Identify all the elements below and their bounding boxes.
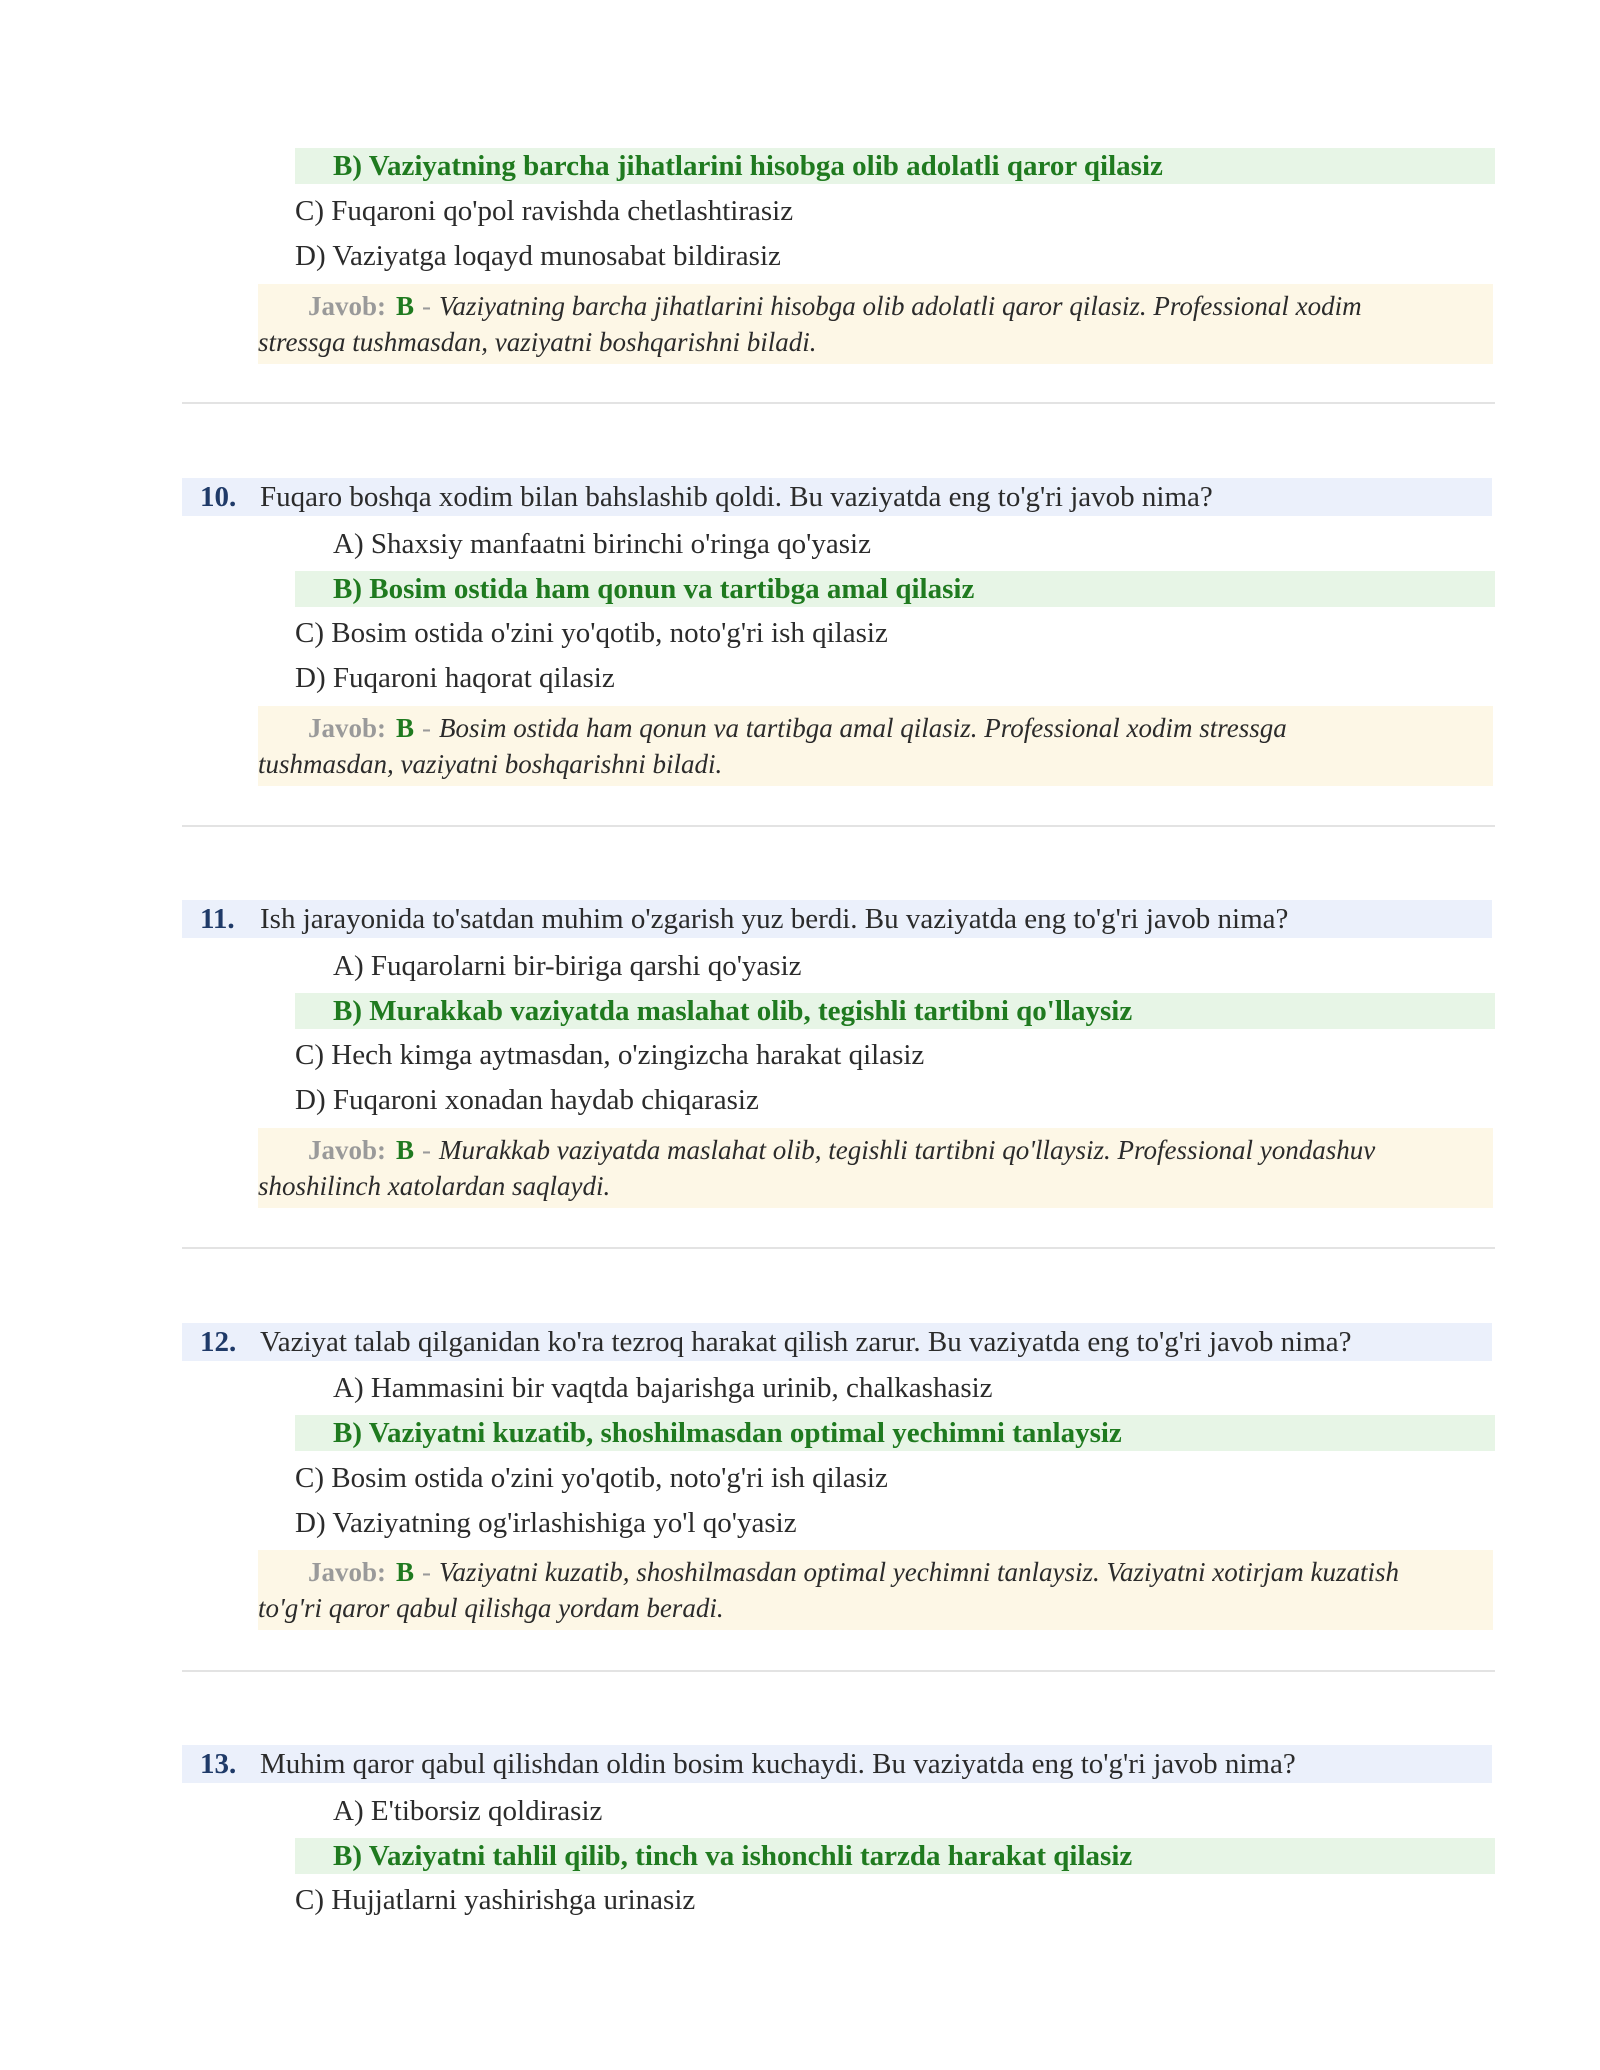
question-10 — [182, 478, 1492, 516]
answer-explanation: Bosim ostida ham qonun va tartibga amal qilasiz. Professional xodim stressga — [439, 713, 1287, 743]
q12-option-c: C) Bosim ostida o'zini yo'qotib, noto'g'ri ish qilasiz — [295, 1462, 888, 1494]
q9-option-b-correct: B) Vaziyatning barcha jihatlarini hisobga olib adolatli qaror qilasiz — [295, 148, 1495, 184]
question-12 — [182, 1323, 1492, 1361]
q12-option-b-correct: B) Vaziyatni kuzatib, shoshilmasdan optimal yechimni tanlaysiz — [295, 1415, 1495, 1451]
q11-option-a: A) Fuqarolarni bir-biriga qarshi qo'yasiz — [333, 950, 802, 982]
answer-explanation: Murakkab vaziyatda maslahat olib, tegishli tartibni qo'llaysiz. Professional yondashuv — [439, 1135, 1376, 1165]
answer-letter: B — [396, 713, 415, 743]
divider — [182, 1247, 1495, 1249]
answer-label: Javob: — [308, 291, 387, 321]
answer-explanation: Vaziyatni kuzatib, shoshilmasdan optimal yechimni tanlaysiz. Vaziyatni xotirjam kuzatish — [439, 1557, 1399, 1587]
q10-option-c: C) Bosim ostida o'zini yo'qotib, noto'g'ri ish qilasiz — [295, 617, 888, 649]
divider — [182, 1670, 1495, 1672]
question-13 — [182, 1745, 1492, 1783]
q11-option-d: D) Fuqaroni xonadan haydab chiqarasiz — [295, 1084, 759, 1116]
question-text: Ish jarayonida to'satdan muhim o'zgarish yuz berdi. Bu vaziyatda eng to'g'ri javob nima? — [260, 903, 1289, 935]
answer-letter: B — [396, 1557, 415, 1587]
q12-answer-box — [258, 1550, 1493, 1630]
question-text: Fuqaro boshqa xodim bilan bahslashib qoldi. Bu vaziyatda eng to'g'ri javob nima? — [260, 481, 1213, 513]
q10-answer-box — [258, 706, 1493, 786]
question-text: Vaziyat talab qilganidan ko'ra tezroq harakat qilish zarur. Bu vaziyatda eng to'g'ri javob nima? — [260, 1326, 1352, 1358]
q13-option-a: A) E'tiborsiz qoldirasiz — [333, 1795, 603, 1827]
question-number: 10. — [200, 481, 237, 513]
q9-option-d: D) Vaziyatga loqayd munosabat bildirasiz — [295, 240, 781, 272]
q11-option-c: C) Hech kimga aytmasdan, o'zingizcha harakat qilasiz — [295, 1039, 925, 1071]
q11-answer-box — [258, 1128, 1493, 1208]
answer-label: Javob: — [308, 713, 387, 743]
q13-option-b-correct: B) Vaziyatni tahlil qilib, tinch va ishonchli tarzda harakat qilasiz — [295, 1838, 1495, 1874]
question-number: 13. — [200, 1748, 237, 1780]
divider — [182, 402, 1495, 404]
q10-option-d: D) Fuqaroni haqorat qilasiz — [295, 662, 615, 694]
answer-dash: - — [422, 713, 432, 743]
question-text: Muhim qaror qabul qilishdan oldin bosim kuchaydi. Bu vaziyatda eng to'g'ri javob nima? — [260, 1748, 1296, 1780]
answer-dash: - — [422, 1135, 432, 1165]
q9-answer-box — [258, 284, 1493, 364]
answer-explanation-cont: shoshilinch xatolardan saqlaydi. — [258, 1171, 611, 1201]
answer-dash: - — [422, 1557, 432, 1587]
question-11 — [182, 900, 1492, 938]
answer-explanation-cont: to'g'ri qaror qabul qilishga yordam beradi. — [258, 1593, 724, 1623]
question-number: 12. — [200, 1326, 237, 1358]
answer-explanation: Vaziyatning barcha jihatlarini hisobga olib adolatli qaror qilasiz. Professional xodim — [439, 291, 1362, 321]
divider — [182, 825, 1495, 827]
q10-option-a: A) Shaxsiy manfaatni birinchi o'ringa qo'yasiz — [333, 528, 871, 560]
q9-option-c: C) Fuqaroni qo'pol ravishda chetlashtirasiz — [295, 195, 794, 227]
question-number: 11. — [200, 903, 235, 935]
answer-dash: - — [422, 291, 432, 321]
answer-label: Javob: — [308, 1135, 387, 1165]
answer-letter: B — [396, 291, 415, 321]
q11-option-b-correct: B) Murakkab vaziyatda maslahat olib, tegishli tartibni qo'llaysiz — [295, 993, 1495, 1029]
q12-option-d: D) Vaziyatning og'irlashishiga yo'l qo'yasiz — [295, 1507, 797, 1539]
answer-explanation-cont: tushmasdan, vaziyatni boshqarishni biladi. — [258, 749, 723, 779]
answer-letter: B — [396, 1135, 415, 1165]
q12-option-a: A) Hammasini bir vaqtda bajarishga urinib, chalkashasiz — [333, 1372, 993, 1404]
answer-label: Javob: — [308, 1557, 387, 1587]
answer-explanation-cont: stressga tushmasdan, vaziyatni boshqarishni biladi. — [258, 327, 817, 357]
q13-option-c: C) Hujjatlarni yashirishga urinasiz — [295, 1884, 696, 1916]
q10-option-b-correct: B) Bosim ostida ham qonun va tartibga amal qilasiz — [295, 571, 1495, 607]
